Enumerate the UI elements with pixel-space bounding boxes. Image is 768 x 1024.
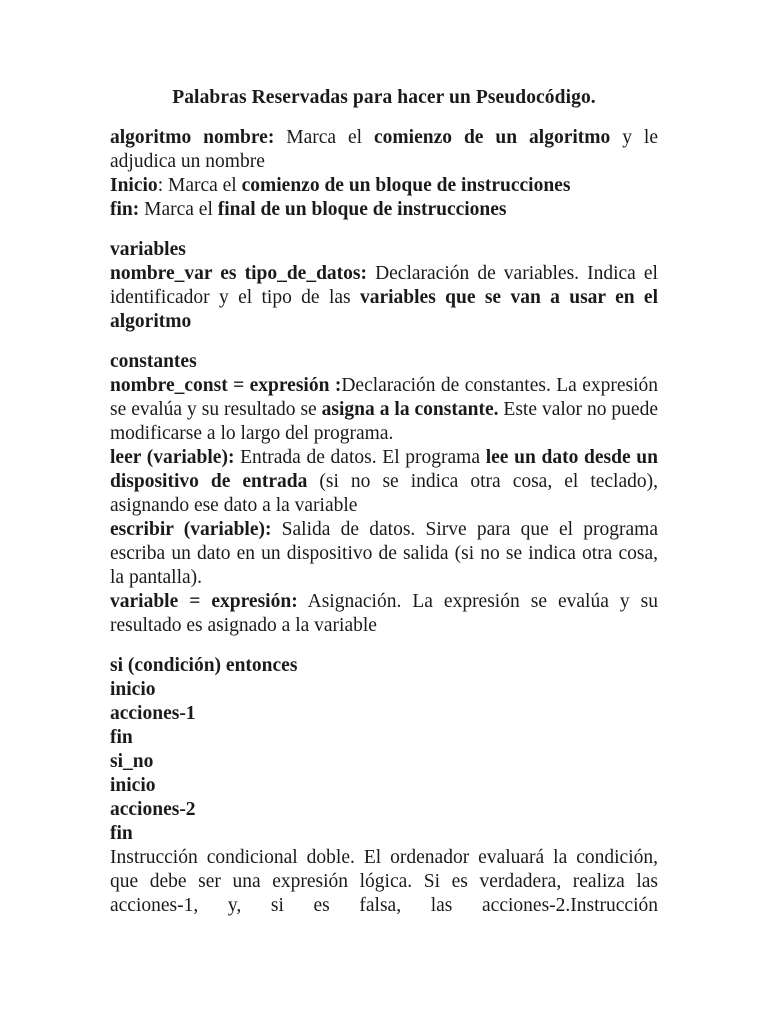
text-span: Este valor no puede modificarse a lo largo del programa. — [110, 399, 658, 444]
code-line-text: acciones-2 — [110, 799, 196, 820]
document-title: Palabras Reservadas para hacer un Pseudocódigo. — [172, 87, 596, 108]
spacer — [110, 638, 658, 654]
code-line-text: inicio — [110, 775, 156, 796]
text-span: Salida de datos. Sirve para que el programa escriba un dato en un dispositivo de salida (si no se indica otra cosa, la pantalla). — [110, 519, 658, 588]
code-line — [110, 798, 658, 822]
bold-phrase: lee un dato desde un dispositivo de entrada — [110, 447, 658, 492]
heading-constantes — [110, 350, 658, 374]
code-line — [110, 774, 658, 798]
code-line — [110, 678, 658, 702]
text-span: Entrada de datos. El programa — [234, 447, 486, 468]
bold-phrase: comienzo de un bloque de instrucciones — [241, 175, 571, 196]
keyword-fin: fin: — [110, 199, 140, 220]
bold-phrase: comienzo de un algoritmo — [374, 127, 611, 148]
text-span: y le adjudica un nombre — [110, 127, 658, 172]
paragraph-condicional-doble: Instrucción condicional doble. El ordenador evaluará la condición, que debe ser una expresión lógica. Si es verdadera, realiza las acciones-1, y, si es falsa, las acciones-2.Instrucción — [110, 847, 658, 916]
keyword-nombre-const: nombre_const = expresión : — [110, 375, 342, 396]
code-line-text: acciones-1 — [110, 703, 196, 724]
bold-phrase: final de un bloque de instrucciones — [217, 199, 507, 220]
paragraph-fin — [110, 198, 658, 222]
code-line-text: fin — [110, 823, 133, 844]
keyword-constantes: constantes — [110, 351, 197, 372]
heading-variables — [110, 238, 658, 262]
keyword-nombre-var: nombre_var es tipo_de_datos: — [110, 263, 367, 284]
paragraph-asignacion — [110, 590, 658, 638]
code-line-text: inicio — [110, 679, 156, 700]
bold-phrase: asigna a la constante. — [321, 399, 499, 420]
code-line — [110, 702, 658, 726]
code-line — [110, 726, 658, 750]
text-span: Declaración de constantes. La expresión se evalúa y su resultado se — [110, 375, 659, 420]
text-span: : Marca el — [157, 175, 242, 196]
text-span: Asignación. La expresión se evalúa y su resultado es asignado a la variable — [110, 591, 658, 636]
code-line — [110, 654, 658, 678]
code-line — [110, 750, 658, 774]
paragraph-escribir — [110, 518, 658, 590]
keyword-algoritmo-nombre: algoritmo nombre: — [110, 127, 275, 148]
paragraph-algoritmo-nombre — [110, 126, 658, 174]
code-line-text: si (condición) entonces — [110, 655, 298, 676]
keyword-variables: variables — [110, 239, 186, 260]
keyword-escribir: escribir (variable): — [110, 519, 272, 540]
document-page — [110, 86, 658, 918]
code-line-text: fin — [110, 727, 133, 748]
keyword-inicio: Inicio — [110, 175, 158, 196]
spacer — [110, 334, 658, 350]
paragraph-nombre-const — [110, 374, 658, 446]
keyword-leer: leer (variable): — [110, 447, 235, 468]
code-line — [110, 822, 658, 846]
keyword-variable-expresion: variable = expresión: — [110, 591, 298, 612]
spacer — [110, 222, 658, 238]
text-span: (si no se indica otra cosa, el teclado), asignando ese dato a la variable — [110, 471, 658, 516]
bold-phrase: variables que se van a usar en el algoritmo — [110, 287, 658, 332]
paragraph-leer — [110, 446, 658, 518]
code-line-text: si_no — [110, 751, 154, 772]
text-span: Declaración de variables. Indica el identificador y el tipo de las — [110, 263, 658, 308]
text-span: Marca el — [139, 199, 218, 220]
paragraph-nombre-var — [110, 262, 658, 334]
text-span: Marca el — [274, 127, 375, 148]
paragraph-inicio — [110, 174, 658, 198]
